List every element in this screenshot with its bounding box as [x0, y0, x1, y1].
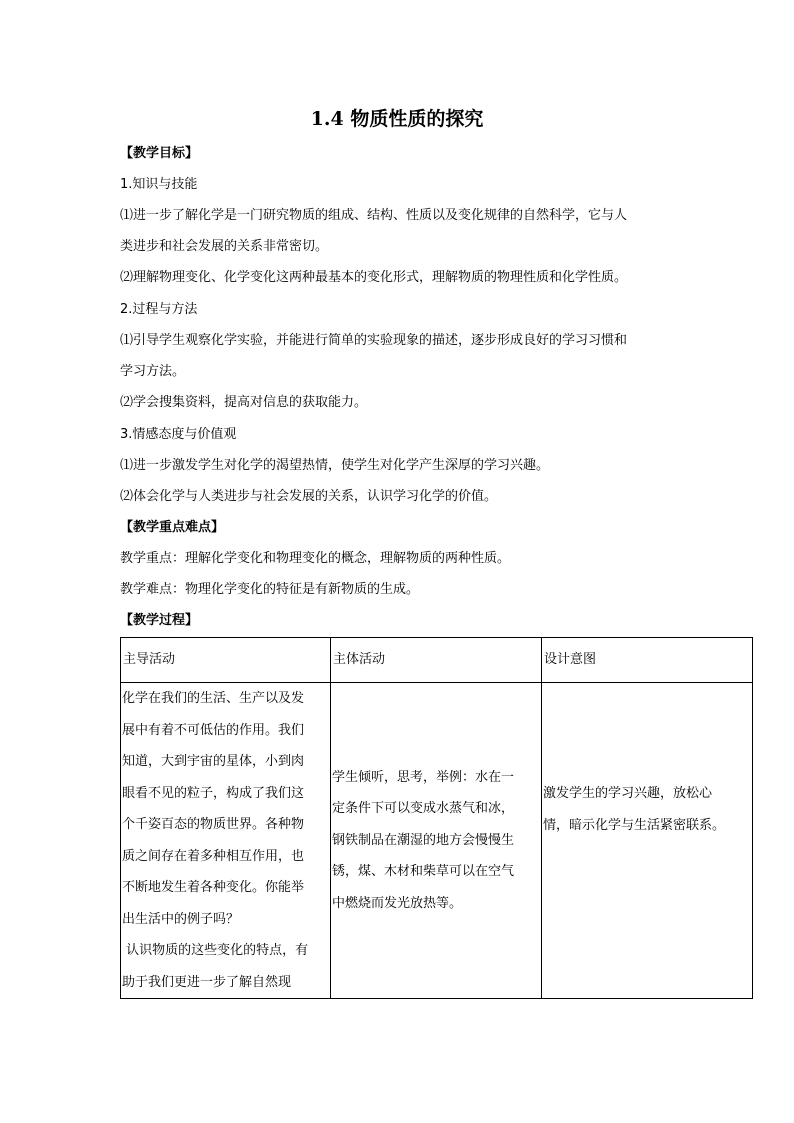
- teacher-line: 认识物质的这些变化的特点，有: [122, 943, 309, 958]
- teacher-activity-cell: [121, 683, 331, 999]
- knowledge-item-1-line-1: ⑴进一步了解化学是一门研究物质的组成、结构、性质以及变化规律的自然科学，它与人: [120, 208, 628, 223]
- design-intent-wrap: [542, 683, 752, 998]
- design-intent-cell: [542, 683, 753, 999]
- teacher-line: 化学在我们的生活、生产以及发: [122, 691, 305, 706]
- process-item-1-line-2: 学习方法。: [120, 364, 186, 379]
- process-method-heading: 2.过程与方法: [120, 302, 198, 317]
- student-line: 锈，煤、木材和柴草可以在空气: [332, 864, 515, 880]
- intent-line: 情，暗示化学与生活紧密联系。: [543, 817, 726, 833]
- teaching-process-heading: 【教学过程】: [120, 613, 199, 628]
- key-points-heading: 【教学重点难点】: [120, 520, 225, 535]
- process-item-1-line-1: ⑴引导学生观察化学实验，并能进行简单的实验现象的描述，逐步形成良好的学习习惯和: [120, 333, 628, 348]
- teacher-line: 出生活中的例子吗？: [122, 911, 240, 927]
- column-header-student: 主体活动: [331, 638, 542, 683]
- teacher-activity-text: [121, 683, 330, 998]
- table-header-row: [121, 638, 753, 683]
- table-row: [121, 683, 753, 999]
- intent-line: 激发学生的学习兴趣，放松心: [543, 786, 713, 801]
- student-activity-wrap: [331, 683, 541, 998]
- design-intent-text: [542, 778, 725, 841]
- teaching-process-table: [120, 637, 753, 999]
- teaching-difficulty: 教学难点：物理化学变化的特征是有新物质的生成。: [120, 582, 420, 597]
- emotion-heading: 3.情感态度与价值观: [120, 427, 237, 442]
- teacher-line: 知道，大到宇宙的星体，小到肉: [122, 754, 305, 769]
- column-header-teacher: 主导活动: [121, 638, 331, 683]
- teacher-line: 助于我们更进一步了解自然现: [122, 974, 292, 990]
- student-line: 钢铁制品在潮湿的地方会慢慢生: [332, 832, 515, 848]
- student-line: 定条件下可以变成水蒸气和冰，: [332, 801, 515, 817]
- teacher-line: 眼看不见的粒子，构成了我们这: [122, 785, 305, 801]
- emotion-item-2: ⑵体会化学与人类进步与社会发展的关系，认识学习化学的价值。: [120, 489, 498, 504]
- student-line: 中燃烧而发光放热等。: [332, 895, 463, 911]
- teacher-line: 个千姿百态的物质世界。各种物: [122, 817, 305, 832]
- knowledge-heading: 1.知识与技能: [120, 177, 198, 192]
- objectives-heading: 【教学目标】: [120, 146, 199, 161]
- teacher-line: 展中有着不可低估的作用。我们: [122, 722, 305, 738]
- student-activity-cell: [331, 683, 542, 999]
- knowledge-item-2: ⑵理解物理变化、化学变化这两种最基本的变化形式，理解物质的物理性质和化学性质。: [120, 270, 628, 285]
- column-header-intent: 设计意图: [542, 638, 753, 683]
- process-item-2: ⑵学会搜集资料，提高对信息的获取能力。: [120, 395, 368, 410]
- student-line: 学生倾听，思考，举例：水在一: [332, 769, 515, 785]
- knowledge-item-1-line-2: 类进步和社会发展的关系非常密切。: [120, 239, 329, 254]
- teacher-line: 不断地发生着各种变化。你能举: [122, 880, 305, 895]
- student-activity-text: [331, 762, 514, 920]
- page-title: 1.4 物质性质的探究: [310, 108, 484, 130]
- emotion-item-1: ⑴进一步激发学生对化学的渴望热情，使学生对化学产生深厚的学习兴趣。: [120, 458, 550, 473]
- teacher-line: 质之间存在着多种相互作用，也: [122, 848, 305, 864]
- teaching-focus: 教学重点：理解化学变化和物理变化的概念，理解物质的两种性质。: [120, 551, 511, 566]
